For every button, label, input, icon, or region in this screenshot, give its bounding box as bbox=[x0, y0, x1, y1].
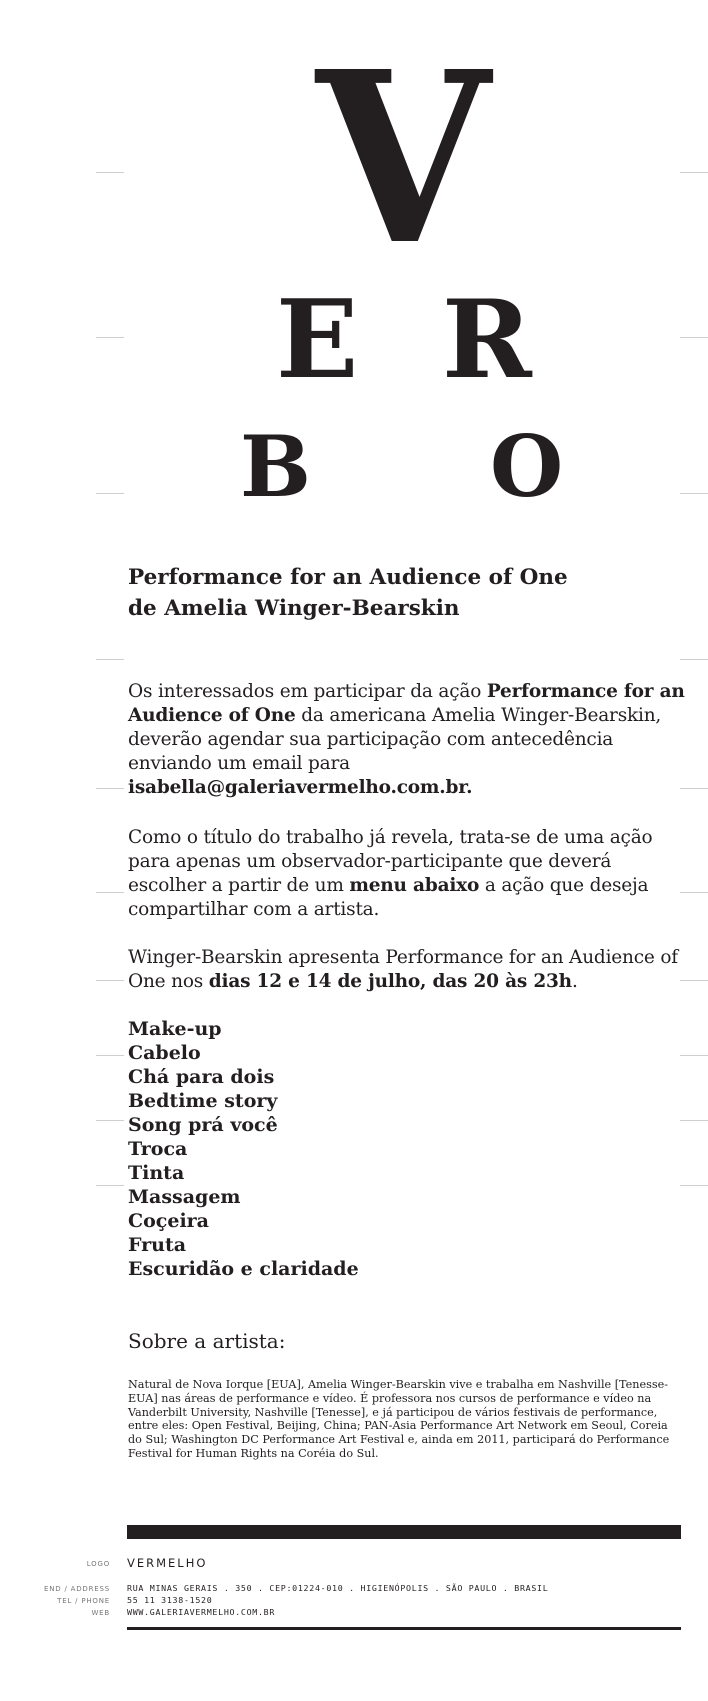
paragraph-description bbox=[128, 826, 688, 922]
margin-tick bbox=[96, 337, 124, 338]
footer-bar bbox=[127, 1525, 681, 1539]
footer-web-link[interactable]: WWW.GALERIAVERMELHO.COM.BR bbox=[127, 1607, 276, 1617]
margin-tick bbox=[96, 172, 124, 173]
footer-label-phone: TEL / PHONE bbox=[57, 1597, 110, 1605]
email-link[interactable]: isabella@galeriavermelho.com.br. bbox=[128, 777, 473, 798]
title-line-1: Performance for an Audience of One bbox=[128, 565, 568, 590]
margin-tick bbox=[680, 1120, 708, 1121]
title-line-2: de Amelia Winger-Bearskin bbox=[128, 596, 460, 621]
margin-tick bbox=[96, 892, 124, 893]
about-heading: Sobre a artista: bbox=[128, 1329, 286, 1353]
footer-rule bbox=[127, 1627, 681, 1630]
eye-chart-letter-o: O bbox=[490, 417, 564, 516]
footer-label-logo: LOGO bbox=[86, 1560, 110, 1568]
menu-item: Cabelo bbox=[128, 1042, 201, 1064]
paragraph-intro bbox=[128, 680, 688, 800]
paragraph-text: . bbox=[571, 971, 578, 992]
paragraph-text: Como o título do trabalho já revela, trata-se de uma ação para apenas um observador-participante que deverá escolher a partir de um bbox=[128, 827, 653, 896]
paragraph-text: Winger-Bearskin apresenta Performance for an Audience of One nos bbox=[128, 947, 678, 992]
menu-reference: menu abaixo bbox=[349, 875, 480, 896]
margin-tick bbox=[680, 1185, 708, 1186]
margin-tick bbox=[96, 1055, 124, 1056]
action-menu bbox=[128, 1017, 359, 1281]
eye-chart-letter-r: R bbox=[442, 277, 532, 403]
eye-chart-letter-b: B bbox=[240, 417, 311, 516]
paragraph-text: da americana Amelia Winger-Bearskin, deverão agendar sua participação com antecedência enviando um email para bbox=[128, 705, 662, 774]
margin-tick bbox=[96, 659, 124, 660]
margin-tick bbox=[680, 1055, 708, 1056]
work-title: Performance for an Audience of One bbox=[128, 681, 685, 726]
eye-chart-letter-e: E bbox=[276, 277, 359, 403]
margin-tick bbox=[680, 172, 708, 173]
footer-label-address: END / ADDRESS bbox=[44, 1585, 110, 1593]
paragraph-dates bbox=[128, 946, 688, 994]
menu-item: Troca bbox=[128, 1138, 188, 1160]
menu-item: Bedtime story bbox=[128, 1090, 278, 1112]
dates-highlight: dias 12 e 14 de julho, das 20 às 23h bbox=[208, 971, 572, 992]
margin-tick bbox=[96, 493, 124, 494]
margin-tick bbox=[96, 1120, 124, 1121]
menu-item: Massagem bbox=[128, 1186, 241, 1208]
menu-item: Fruta bbox=[128, 1234, 187, 1256]
margin-tick bbox=[680, 659, 708, 660]
menu-item: Tinta bbox=[128, 1162, 185, 1184]
footer-address: RUA MINAS GERAIS . 350 . CEP:01224-010 . HIGIENÓPOLIS . SÃO PAULO . BRASIL bbox=[127, 1583, 549, 1593]
margin-tick bbox=[96, 1185, 124, 1186]
menu-item: Chá para dois bbox=[128, 1066, 275, 1088]
menu-item: Escuridão e claridade bbox=[128, 1258, 359, 1280]
page-title bbox=[128, 562, 688, 624]
paragraph-text: Os interessados em participar da ação bbox=[128, 681, 487, 702]
margin-tick bbox=[96, 788, 124, 789]
footer-label-web: WEB bbox=[91, 1609, 110, 1617]
gallery-logo: VERMELHO bbox=[127, 1556, 208, 1570]
menu-item: Song prá você bbox=[128, 1114, 278, 1136]
paragraph-text: a ação que deseja compartilhar com a artista. bbox=[128, 875, 649, 920]
about-text: Natural de Nova Iorque [EUA], Amelia Winger-Bearskin vive e trabalha em Nashville [Tenesse-EUA] nas áreas de performance e vídeo. É professora nos cursos de performance e vídeo na Vanderbilt University, Nashville [Tenesse], e já participou de vários festivais de performance, entre eles: Open Festival, Beijing, China; PAN-Asia Performance Art Network em Seoul, Coreia do Sul; Washington DC Performance Art Festival e, ainda em 2011, participará do Performance Festival for Human Rights na Coréia do Sul. bbox=[128, 1378, 670, 1460]
eye-chart-letter-v: V bbox=[316, 19, 490, 297]
margin-tick bbox=[96, 980, 124, 981]
menu-item: Make-up bbox=[128, 1018, 222, 1040]
margin-tick bbox=[680, 493, 708, 494]
menu-item: Coçeira bbox=[128, 1210, 209, 1232]
footer-phone: 55 11 3138-1520 bbox=[127, 1595, 213, 1605]
margin-tick bbox=[680, 337, 708, 338]
